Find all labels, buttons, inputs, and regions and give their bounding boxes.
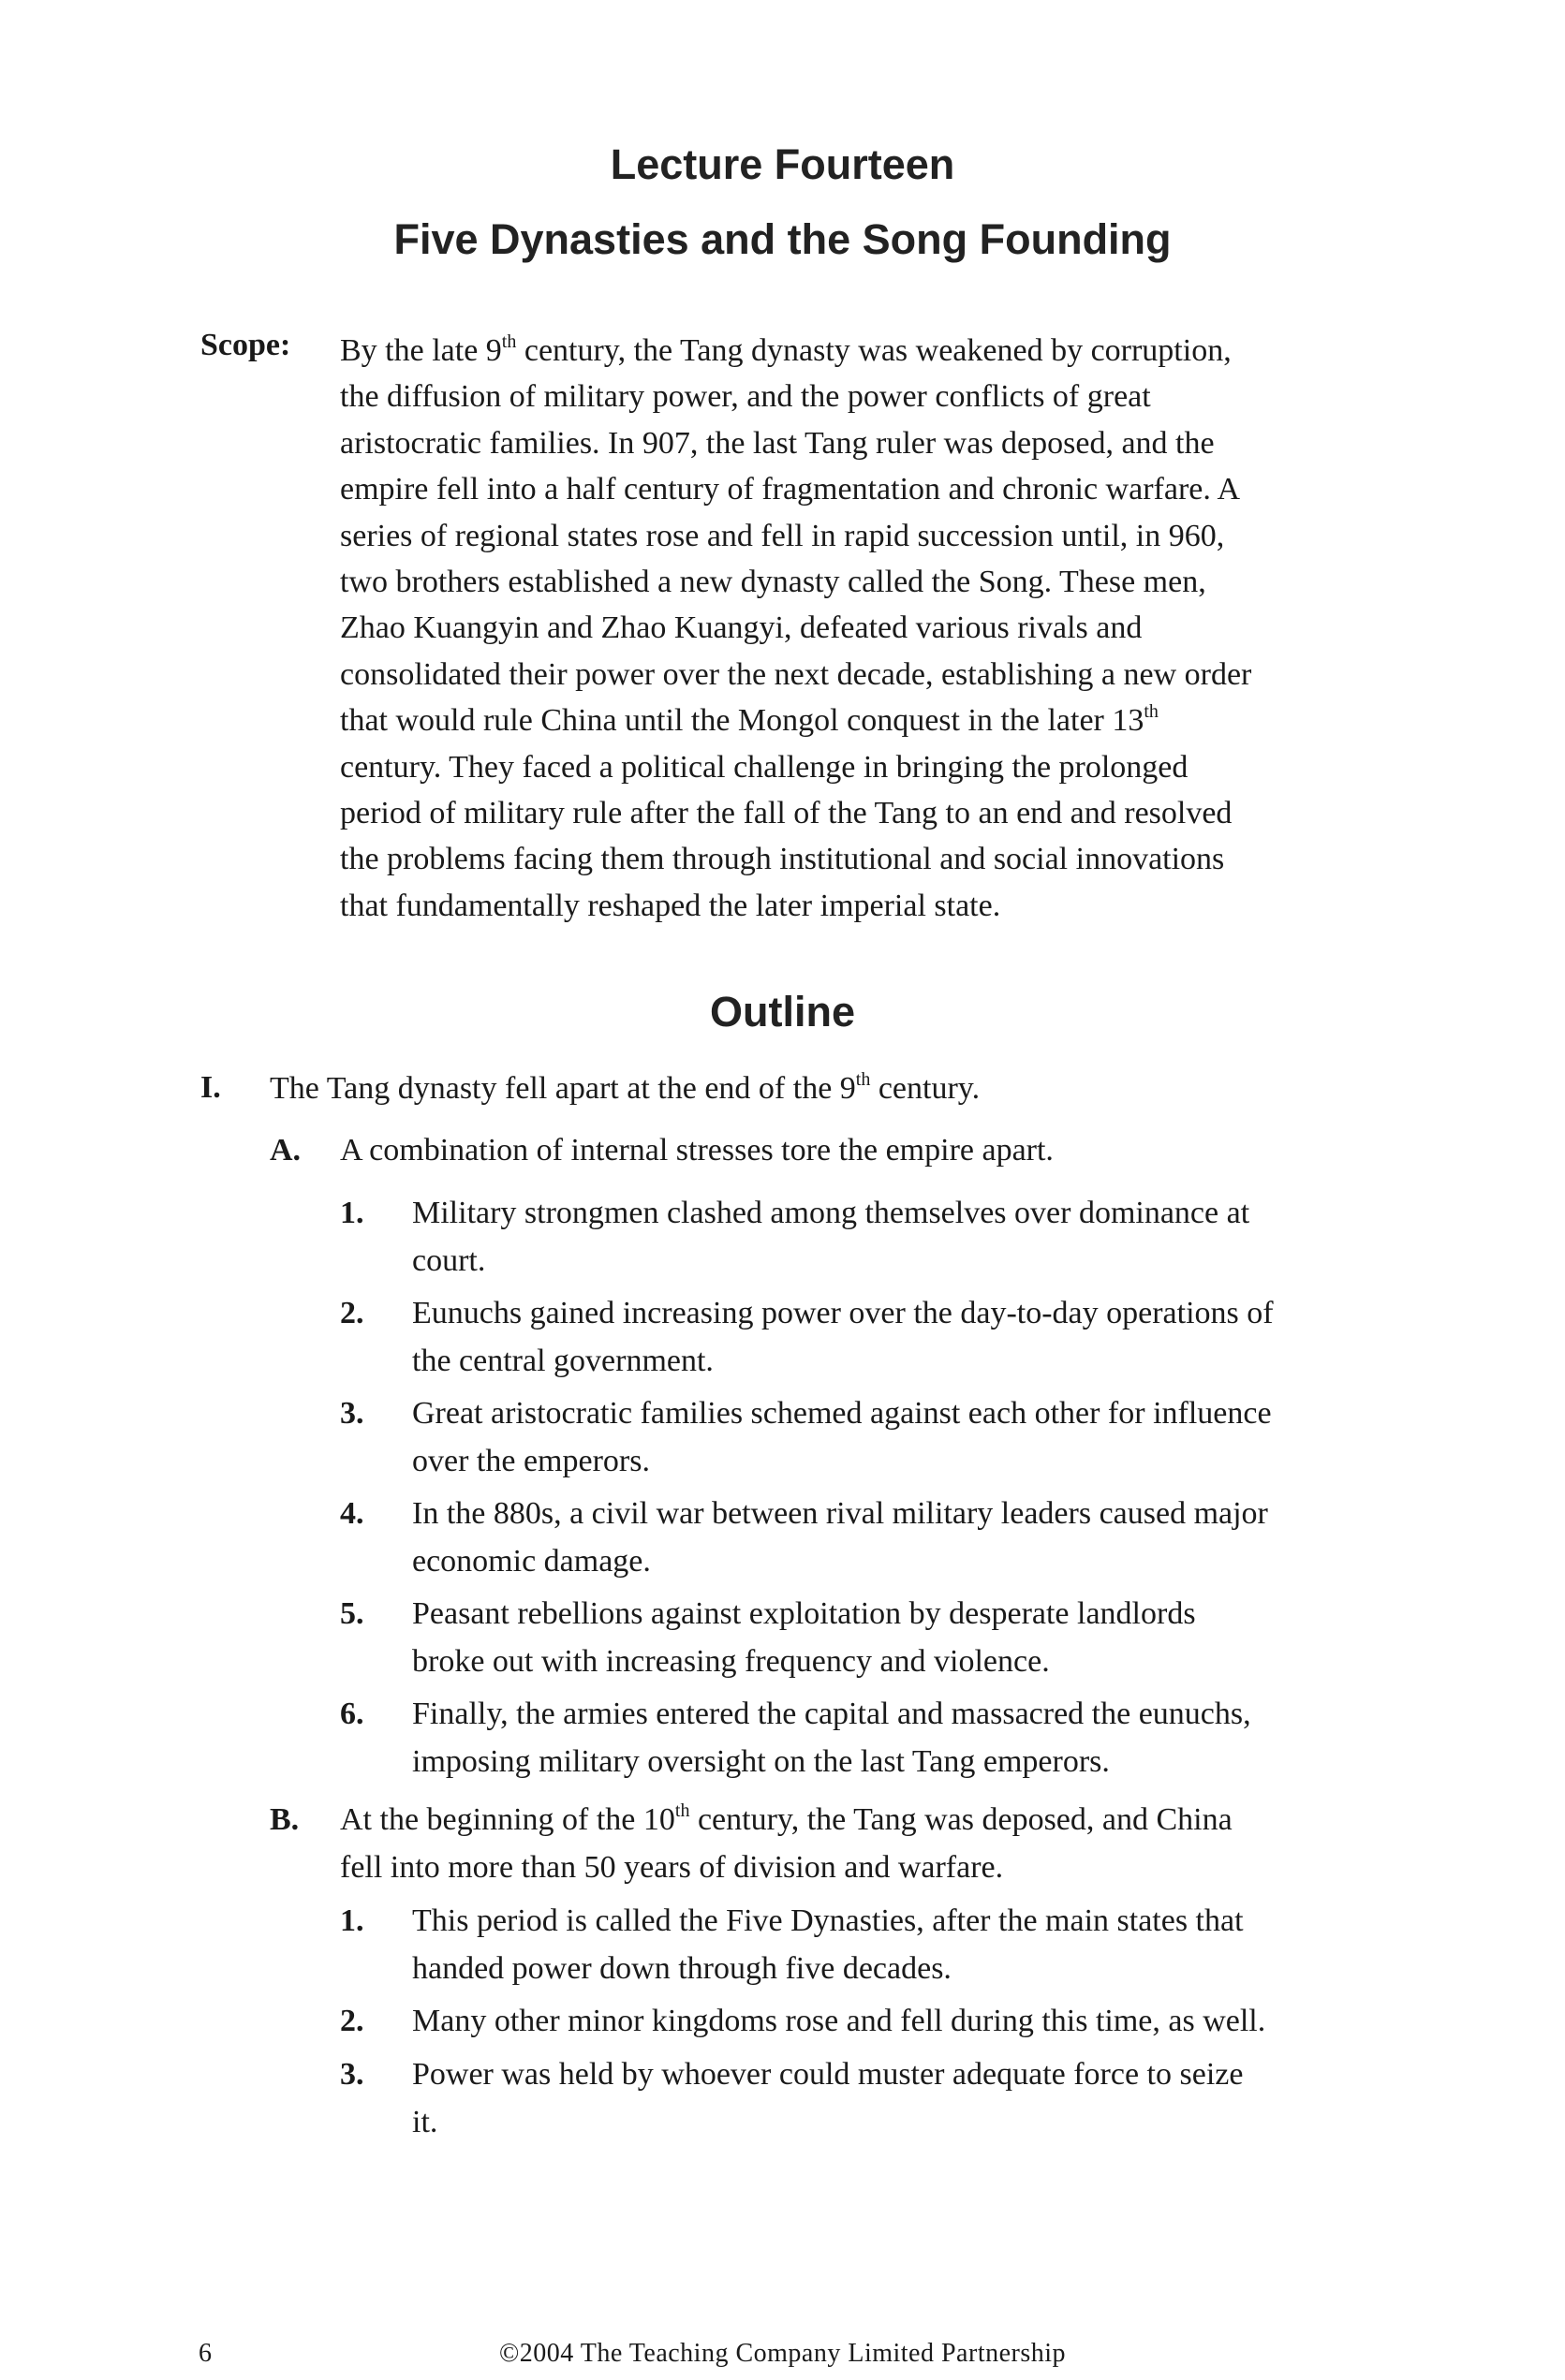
scope-line: Zhao Kuangyin and Zhao Kuangyi, defeated various rivals and: [340, 610, 1143, 646]
outline-number: 3.: [340, 2057, 364, 2092]
outline-line: At the beginning of the 10th century, the Tang was deposed, and China: [340, 1800, 1233, 1837]
scope-label: Scope:: [200, 328, 291, 362]
outline-number: 1.: [340, 1903, 364, 1938]
ordinal-suffix: th: [501, 331, 517, 352]
outline-item-text: [412, 1690, 1251, 1785]
scope-line: aristocratic families. In 907, the last Tang ruler was deposed, and the: [340, 425, 1215, 461]
outline-item-text: [412, 1997, 1265, 2045]
outline-number: 5.: [340, 1596, 364, 1631]
outline-line: Finally, the armies entered the capital and massacred the eunuchs,: [412, 1697, 1251, 1731]
ordinal-suffix: th: [674, 1800, 690, 1821]
outline-item-text: [270, 1065, 980, 1112]
scope-line: century. They faced a political challenge in bringing the prolonged: [340, 749, 1189, 785]
outline-line: imposing military oversight on the last Tang emperors.: [412, 1744, 1110, 1779]
outline-line: Power was held by whoever could muster adequate force to seize: [412, 2057, 1244, 2092]
ordinal-suffix: th: [855, 1068, 871, 1090]
outline-item-text: [412, 1289, 1274, 1385]
outline-line: This period is called the Five Dynasties, after the main states that: [412, 1903, 1244, 1938]
outline-item-text: [412, 1590, 1196, 1685]
outline-line: it.: [412, 2105, 438, 2139]
scope-text: [340, 328, 1475, 929]
outline-number: 2.: [340, 1296, 364, 1330]
outline-line: fell into more than 50 years of division and warfare.: [340, 1850, 1004, 1885]
outline-line: economic damage.: [412, 1544, 651, 1579]
outline-line: Great aristocratic families schemed against each other for influence: [412, 1396, 1272, 1431]
scope-line: empire fell into a half century of fragmentation and chronic warfare. A: [340, 472, 1241, 507]
outline-line: Military strongmen clashed among themselves over dominance at: [412, 1196, 1250, 1230]
outline-line: Peasant rebellions against exploitation by desperate landlords: [412, 1596, 1196, 1631]
outline-number: 2.: [340, 2004, 364, 2038]
outline-number: I.: [200, 1070, 221, 1105]
outline-heading: Outline: [710, 988, 855, 1036]
lecture-title: Lecture Fourteen: [610, 140, 955, 188]
scope-line: two brothers established a new dynasty called the Song. These men,: [340, 565, 1206, 600]
outline-item-text: [340, 1796, 1233, 1891]
outline-number: 1.: [340, 1196, 364, 1230]
scope-line: the problems facing them through institutional and social innovations: [340, 842, 1225, 877]
scope-line: that fundamentally reshaped the later imperial state.: [340, 888, 1001, 923]
scope-line: series of regional states rose and fell in rapid succession until, in 960,: [340, 518, 1225, 553]
outline-item-text: [412, 1389, 1272, 1485]
scope-line: the diffusion of military power, and the power conflicts of great: [340, 379, 1151, 415]
lecture-subtitle: Five Dynasties and the Song Founding: [393, 215, 1172, 263]
outline-line: Eunuchs gained increasing power over the day-to-day operations of: [412, 1296, 1274, 1330]
ordinal-suffix: th: [1144, 700, 1159, 722]
outline-line: Many other minor kingdoms rose and fell during this time, as well.: [412, 2004, 1266, 2038]
outline-line: The Tang dynasty fell apart at the end of the 9th century.: [270, 1068, 981, 1106]
outline-line: broke out with increasing frequency and violence.: [412, 1644, 1050, 1679]
outline-item-text: [412, 1189, 1249, 1285]
outline-number: 3.: [340, 1396, 364, 1431]
outline-item-text: [412, 1490, 1268, 1585]
outline-number: 4.: [340, 1496, 364, 1531]
outline-number: 6.: [340, 1697, 364, 1731]
outline-line: court.: [412, 1243, 486, 1278]
outline-number: A.: [270, 1133, 302, 1168]
scope-line: that would rule China until the Mongol conquest in the later 13th: [340, 700, 1159, 739]
scope-line: By the late 9th century, the Tang dynasty was weakened by corruption,: [340, 331, 1232, 368]
scope-line: period of military rule after the fall of the Tang to an end and resolved: [340, 796, 1233, 831]
scope-line: consolidated their power over the next decade, establishing a new order: [340, 656, 1252, 692]
outline-item-text: [340, 1126, 1054, 1174]
outline-line: A combination of internal stresses tore the empire apart.: [340, 1133, 1054, 1168]
outline-item-text: [412, 2050, 1243, 2146]
outline-number: B.: [270, 1802, 300, 1837]
outline-line: the central government.: [412, 1344, 714, 1378]
copyright-footer: ©2004 The Teaching Company Limited Partnership: [498, 2339, 1067, 2368]
page-number: 6: [199, 2339, 212, 2368]
outline-item-text: [412, 1897, 1244, 1992]
outline-line: handed power down through five decades.: [412, 1951, 952, 1986]
outline-line: over the emperors.: [412, 1444, 650, 1478]
outline-line: In the 880s, a civil war between rival military leaders caused major: [412, 1496, 1268, 1531]
